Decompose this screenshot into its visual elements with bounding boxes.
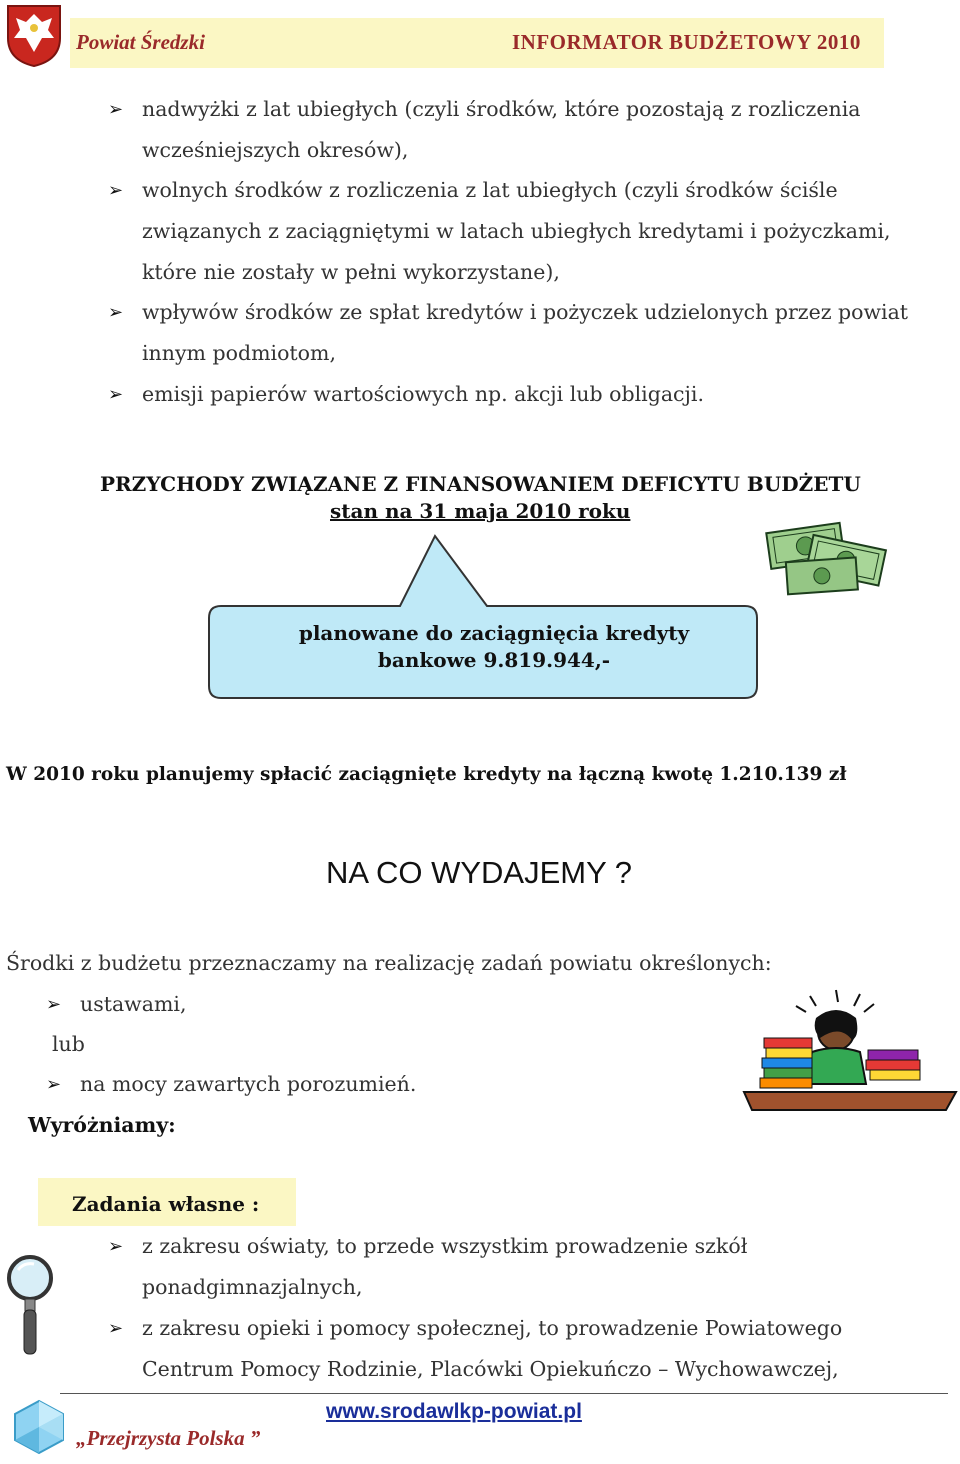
arrow-bullet-icon: ➢ [108,1236,124,1257]
arrow-bullet-icon: ➢ [46,1074,62,1095]
callout-text [248,620,740,674]
list-item: nadwyżki z lat ubiegłych (czyli środków, które pozostają z rozliczenia [142,97,861,121]
callout-amount: bankowe 9.819.944,- [377,648,611,672]
list-item: na mocy zawartych porozumień. [80,1072,417,1096]
money-icon [765,520,895,598]
spending-question: NA CO WYDAJEMY ? [326,855,633,890]
arrow-bullet-icon: ➢ [108,302,124,323]
website-link[interactable]: www.srodawlkp-powiat.pl [326,1400,582,1423]
page-header [0,0,960,80]
list-item: wcześniejszych okresów), [142,138,409,162]
list-item: wpływów środków ze spłat kredytów i pożyczek udzielonych przez powiat [142,300,909,324]
section-title: PRZYCHODY ZWIĄZANE Z FINANSOWANIEM DEFICYTU BUDŻETU [100,472,861,496]
footer-slogan: „Przejrzysta Polska ” [76,1426,261,1450]
arrow-bullet-icon: ➢ [108,99,124,120]
list-item: z zakresu oświaty, to przede wszystkim prowadzenie szkół [142,1234,748,1258]
arrow-bullet-icon: ➢ [46,994,62,1015]
magnifier-icon [4,1252,56,1356]
list-item: innym podmiotom, [142,341,336,365]
arrow-bullet-icon: ➢ [108,180,124,201]
crystal-logo-icon [10,1398,68,1456]
or-text: lub [52,1032,85,1056]
section-subtitle: stan na 31 maja 2010 roku [330,499,631,523]
distinguish-label: Wyróżniamy: [28,1113,176,1137]
repayment-statement: W 2010 roku planujemy spłacić zaciągnięte kredyty na łączną kwotę 1.210.139 zł [6,764,847,785]
own-tasks-label: Zadania własne : [72,1192,260,1216]
list-item: emisji papierów wartościowych np. akcji lub obligacji. [142,382,704,406]
spending-intro: Środki z budżetu przeznaczamy na realizację zadań powiatu określonych: [6,951,772,975]
list-item: związanych z zaciągniętymi w latach ubiegłych kredytami i pożyczkami, [142,219,891,243]
list-item: wolnych środków z rozliczenia z lat ubiegłych (czyli środków ściśle [142,178,838,202]
county-name: Powiat Średzki [76,30,205,54]
list-item: które nie zostały w pełni wykorzystane), [142,260,560,284]
crest-icon [6,4,62,68]
document-title: INFORMATOR BUDŻETOWY 2010 [512,30,861,54]
list-item: Centrum Pomocy Rodzinie, Placówki Opiekuńczo – Wychowawczej, [142,1357,839,1381]
footer-divider [60,1393,948,1394]
list-item: ponadgimnazjalnych, [142,1275,363,1299]
arrow-bullet-icon: ➢ [108,1318,124,1339]
callout-bubble [205,528,765,708]
callout-line: planowane do zaciągnięcia kredyty [298,621,690,645]
list-item: z zakresu opieki i pomocy społecznej, to prowadzenie Powiatowego [142,1316,843,1340]
list-item: ustawami, [80,992,187,1016]
arrow-bullet-icon: ➢ [108,384,124,405]
student-books-icon [740,988,960,1114]
